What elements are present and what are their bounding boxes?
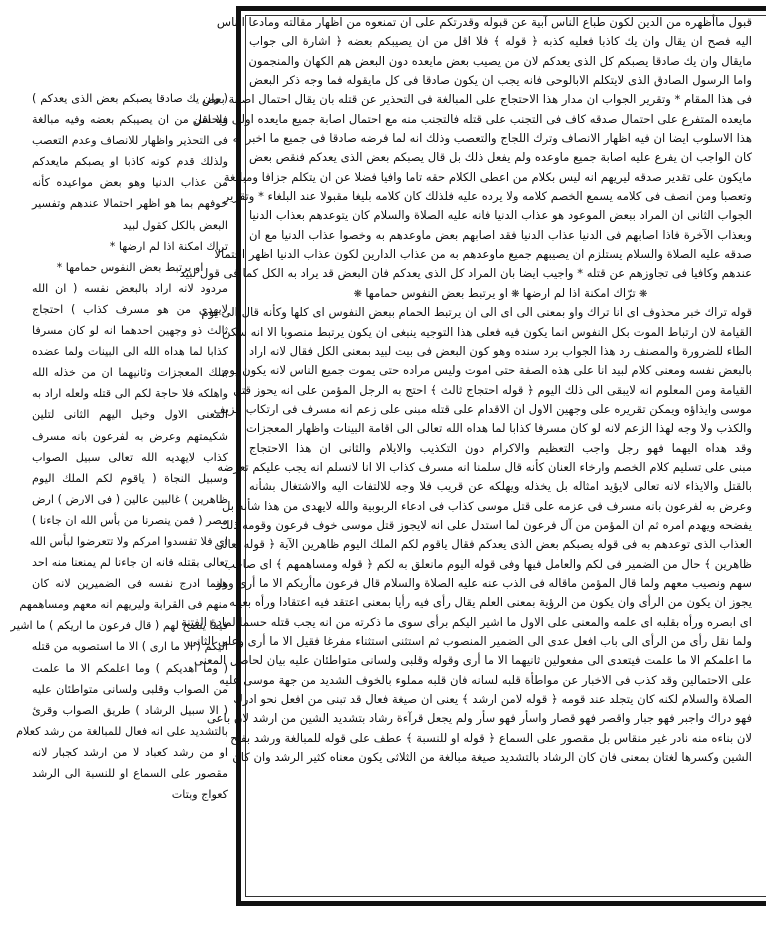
margin-text-line: شكيمتهم وعرض به لفرعون بانه مسرف <box>32 429 228 443</box>
main-text-line: ظاهرين ﴾ حال من الضمير فى لكم والعامل فيها وفى قوله اليوم مانعلق به لكم ﴿ قوله ومساهمهم ﴾ اى صاحب <box>224 556 752 571</box>
margin-text-line: بالتشديد على انه فعال للمبالغة من رشد كعلام <box>16 724 228 738</box>
margin-text-line: اليكم ( الا ما ارى ) الا ما استصوبه من قتله <box>31 640 228 654</box>
verse-hemistich: ترّاك امكنة اذا لم ارضها <box>522 285 636 300</box>
star-ornament-icon: ❋ <box>353 288 366 300</box>
margin-text-line: او من رشد كعباد لا من ارشد كجبار لانه <box>32 745 228 759</box>
verse-hemistich: او يرتبط بعض النفوس حمامها <box>365 285 508 300</box>
margin-text-line: لايهدى من هو مسرف كذاب ) احتجاج <box>32 302 228 316</box>
margin-text-line: ( وما اهديكم ) وما اعلمكم الا ما علمت <box>32 661 228 675</box>
margin-text-line: اى فلا تفسدوا امركم ولا تتعرضوا لبأس الله <box>29 534 228 548</box>
margin-text-line: وسبيل النجاة ( ياقوم لكم الملك اليوم <box>32 471 228 485</box>
main-text-line: فى هذا المقام * وتقرير الجواب ان مدار هذا الاحتجاج على المبالغة فى التحذير عن قتله بان يقال احتمال اصابة بعض <box>201 92 752 107</box>
margin-text-line: كعواج وبتات <box>171 788 228 802</box>
margin-text-line: كذاب لايهديه الله تعالى سبيل الصواب <box>32 450 228 464</box>
main-commentary-text <box>179 13 752 767</box>
main-text-line: ولما نقل رأى من الرأى الى باب افعل عدى الى الضمير المنصوب ثم استثنى استثناء مفرغا فقيل الا ما أرى وعلى الثانى <box>187 634 752 648</box>
margin-text-line: ( الا سبيل الرشاد ) طريق الصواب وقرئ <box>32 703 228 717</box>
main-text-line: سهم ونصيب معهم ولما قال المؤمن ماقاله فى الذب عنه عليه الصلاة والسلام قال فرعون ماأريكم الا ما أرى وهو <box>216 575 752 590</box>
margin-text-line: المعنى الاول وخيل اليهم الثانى لتلين <box>32 408 228 422</box>
margin-text-line: تراك امكنة اذا لم ارضها * <box>109 239 228 253</box>
margin-gloss-column <box>10 88 228 805</box>
margin-text-line: واهلكه فلا حاجة لكم الى قتله ولعله اراد به <box>32 387 228 401</box>
main-text-line: الجواب الثانى ان المراد ببعض الموعود هو عذاب الدنيا فانه عليه الصلاة والسلام كان يتوعدهم بعذاب الدنيا <box>249 208 752 223</box>
star-ornament-icon: ❋ <box>635 288 648 300</box>
main-text-line: بالبعض نفسه ومعنى كلام لبيد انا على هذه الصفة حتى اموت وليس مراده حتى يموت جميع الناس لانه يكون يوم <box>222 363 752 378</box>
margin-text-line: مقصور على السماع او للنسبة الى الرشد <box>32 767 228 780</box>
main-text-line: مايكون على تقدير صدقه ليريهم انه ليس بكلام من اعطى الكلام حقه تاما وافيا فضلا عن ان يتكلم جزافا ومبالغة <box>223 169 752 184</box>
main-text-line: اى ابصره ورأه بقلبه اى علمه والمعنى على الاول ما اشير اليكم برأى سوى ما ذكرته من انه يجب قتله حسما لمادة الفتنة <box>181 614 752 629</box>
main-text-line: لان بناءه منه نادر غير منقاس بل مقصور على السماع ﴿ قوله او للنسبة ﴾ عطف على قوله للمبالغة ورشد بفتح <box>230 730 752 745</box>
margin-text-line: منهم فى القرابة وليريهم انه معهم ومساهمهم <box>19 598 228 612</box>
main-text-line: اليه فصح ان يقال وان يك كاذبا فعليه كذبه ﴿ قوله ﴾ فلا اقل من ان يصيبكم بعضه ﴿ اشارة الى جواب <box>249 34 752 49</box>
main-text-line: وقد هداه اليهما فهو رجل واجب التعظيم والاكرام دون التكذيب والايلام والثانى ان هذا الاحتجاج <box>249 440 752 455</box>
margin-text-line: من عذاب الدنيا وهو بعض مواعيده كأنه <box>32 176 228 190</box>
main-text-line: فهو دراك واجبر فهو جبار واقصر فهو قصار واسأر فهو سأر ولم يجعل قرآءة رشاد بتشديد الشين من ارشد لان باعى <box>206 711 752 726</box>
main-text-line: واما الرسول الصادق الذى لايتكلم الابالوحى فانه يجب ان يكون صادقا فى كل مايقوله فما وجه ذكر البعض <box>249 73 752 88</box>
margin-text-line: فلا اقل من ان يصيبكم بعضه وفيه مبالغة <box>32 113 228 127</box>
star-ornament-icon: ❋ <box>507 288 523 300</box>
main-text-line: هذا الاسلوب ايضا ان فيه اظهار الانصاف وترك اللجاج والتعصب وذلك انه لما فرضه صادقا فى جميع ما اخبر به <box>232 131 752 146</box>
main-text-line: وعرض به لفرعون بانه مسرف فى عزمه على قتل موسى كذاب فى ادعاء الربوبية والله لايهدى من هذا شأنه بل <box>222 498 752 513</box>
main-text-line: الشين وكسرها لغتان بمعنى فان كان الرشاد بالتشديد صيغة مبالغة من الثلاثى يكون معناه كثير الرشد وان كان <box>232 750 752 765</box>
main-text-line: القيامة لان ارتباط الموت بكل النفوس انما يكون فيه فعلى هذا التوجيه ينبغى ان يكون يرتبط منصوبا الا انه سكن <box>222 324 752 339</box>
main-text-line: القيامة ومن المعلوم انه لايبقى الى ذلك اليوم ﴿ قوله احتجاج ثالث ﴾ احتج به الرجل المؤمن على انه يحوز قتل <box>233 382 752 397</box>
main-text-line: يفضحه ويهدم امره ثم ان المؤمن من آل فرعون لما استدل على انه لايجوز قتل موسى خوف فرعون وقومه ذلك <box>219 517 752 532</box>
margin-text-line: كذابا لما هداه الله الى البينات ولما عضده <box>32 345 228 359</box>
margin-text-line: فى التحذير واظهار للانصاف وعدم التعصب <box>32 134 228 148</box>
main-text-line: موسى وايذاؤه ويمكن تقريره على وجهين الاول ان الاقدام على قتله مبنى على زعم انه مسرف فى ارتكاب الزيف <box>213 401 752 416</box>
margin-text-line: تعالى بقتله فانه ان جاءنا لم يمنعنا منه احد <box>32 556 228 570</box>
main-text-line: وتعصبا ومن انصف فى كلامه يسمع الخصم كلامه ولا يرده عليه فلذلك كان كلامه بليغا مقبولا عند البلغاء * وتقرير <box>223 189 752 204</box>
main-text-line: عندهم وكافيا فى تجاوزهم عن قتله * واجيب ايضا بان المراد كل الذى يعدكم فان البعض قد يراد به الكل كما فى قول لبيد <box>179 266 752 281</box>
margin-text-line: مردود لانه اراد بالبعض نفسه ( ان الله <box>32 281 228 295</box>
main-text-line: مايعده المتفرع على احتمال صدقه كاف فى التجنب على قتله فالتجنب منه مع احتمال اصابة جميع مايعده اولى ويحسن <box>192 111 752 126</box>
main-text-line: كان الواجب ان يفرع عليه اصابة جميع ماوعده ولم يفعل ذلك بل قال يصبكم بعض الذى يعدكم فنقص بعض <box>249 150 752 165</box>
margin-text-line: من الصواب وقلبى ولسانى متواطئان عليه <box>32 682 228 696</box>
main-text-line: صدقه عليه الصلاة والسلام يستلزم ان يصيبهم جميع ماوعدهم به من عذاب الدارين لكون عذاب الدنيا اظهر احتمالا <box>214 247 752 262</box>
main-text-line: بالقتل والايذاء لانه تعالى لايؤيد امثاله بل يخذله ويهلكه عن قريب فلا وجه للالتفات اليه والاشتغال بشأنه <box>249 479 752 494</box>
main-text-line: مايقال وان يك صادقا يصبكم كل الذى يعدكم لان من يصيب بعض مايعده دون البعض هم الكهان والمنجمون <box>248 53 752 68</box>
margin-text-line: مصر ( فمن ينصرنا من بأس الله ان جاءنا ) <box>31 513 228 527</box>
main-text-line: يجوز ان يكون من الرأى وان يكون من الرؤية بمعنى العلم يقال رأى فيه رأيا بمعنى اعتقد فيه اعتقادا ورأه بعينه <box>229 595 752 610</box>
margin-text-line: ظاهرين ) غالبين عالين ( فى الارض ) ارض <box>31 492 228 506</box>
margin-text-line: ولذلك قدم كونه كاذبا او يصبكم مايعدكم <box>32 155 228 169</box>
margin-text-line: خوفهم بما هو اظهر احتمالا عندهم وتفسير <box>32 197 228 211</box>
margin-text-line: ثالث ذو وجهين احدهما انه لو كان مسرفا <box>32 324 228 338</box>
main-text-line: قوله تراك خبر محذوف اى انا تراك واو بمعنى الى اى الى ان يرتبط الحمام ببعض النفوس اى كلها وكأنه قال الى يوم <box>201 305 752 320</box>
main-text-line: الطاء للضرورة والمصنف رد هذا الجواب برد سنده وهو كون البعض فى بيت لبيد بمعنى الكل فقال لانه اراد <box>249 343 752 358</box>
poetry-verse <box>249 284 752 303</box>
margin-text-line: ( وان يك صادقا يصبكم بعض الذى يعدكم ) <box>32 92 228 105</box>
margin-text-line: او يرتبط بعض النفوس حمامها * <box>56 260 204 274</box>
main-text-line: العذاب الذى توعدهم به فى قوله يصبكم بعض الذى يعدكم فقال ياقوم لكم الملك اليوم ظاهرين الآية ﴿ قوله تعالى <box>214 537 752 552</box>
margin-text-line: وانما ادرج نفسه فى الضميرين لانه كان <box>32 577 228 591</box>
main-text-line: على الاحتمالين وقد كذب فى الاخبار عن مواطأة قلبه لسانه فان قلبه مملوء بالخوف الشديد من جهة موسى عليه <box>219 672 752 687</box>
main-text-line: الصلاة والسلام لكنه كان يتجلد عند قومه ﴿ قوله لامن ارشد ﴾ يعنى ان صيغة فعال قد تبنى من افعل نحو ادرك <box>233 692 752 707</box>
main-text-line: ما اعلمكم الا ما علمت فيتعدى الى مفعولين ثانيهما الا ما أرى وقوله وقلبى ولسانى متواطئان عليه بيان لحاصل المعنى <box>194 653 752 668</box>
main-text-line: قبول ماأظهره من الدين لكون طباع الناس آبية عن قبوله وقدرتكم على ان تمنعوه من اظهار مقالته ومادعا الناس <box>216 15 752 29</box>
main-text-line: وبعذاب الآخرة فاذا اصابهم فى الدنيا عذاب الدنيا فقد اصابهم بعض ماوعدهم به وخصوا عذاب الدنيا مع ان <box>249 227 752 242</box>
main-text-line: مبنى على تسليم كلام الخصم وارخاء العنان كأنه قال سلمنا انه مسرف كذاب الا انا لانسلم انه يجب عليكم تعرضه <box>217 459 752 474</box>
margin-text-line: البعض بالكل كقول لبيد <box>122 218 228 232</box>
main-text-line: والكذب ولا وجه لهذا الزعم لانه لو كان مسرفا كذابا لما هداه الله تعالى الى اقامة البينات واظهار المعجزات <box>245 421 752 436</box>
margin-text-line: بتلك المعجزات وثانيهما ان من خذله الله <box>32 366 228 380</box>
margin-text-line: فيما ينصح لهم ( قال فرعون ما اريكم ) ما اشير <box>10 619 228 633</box>
